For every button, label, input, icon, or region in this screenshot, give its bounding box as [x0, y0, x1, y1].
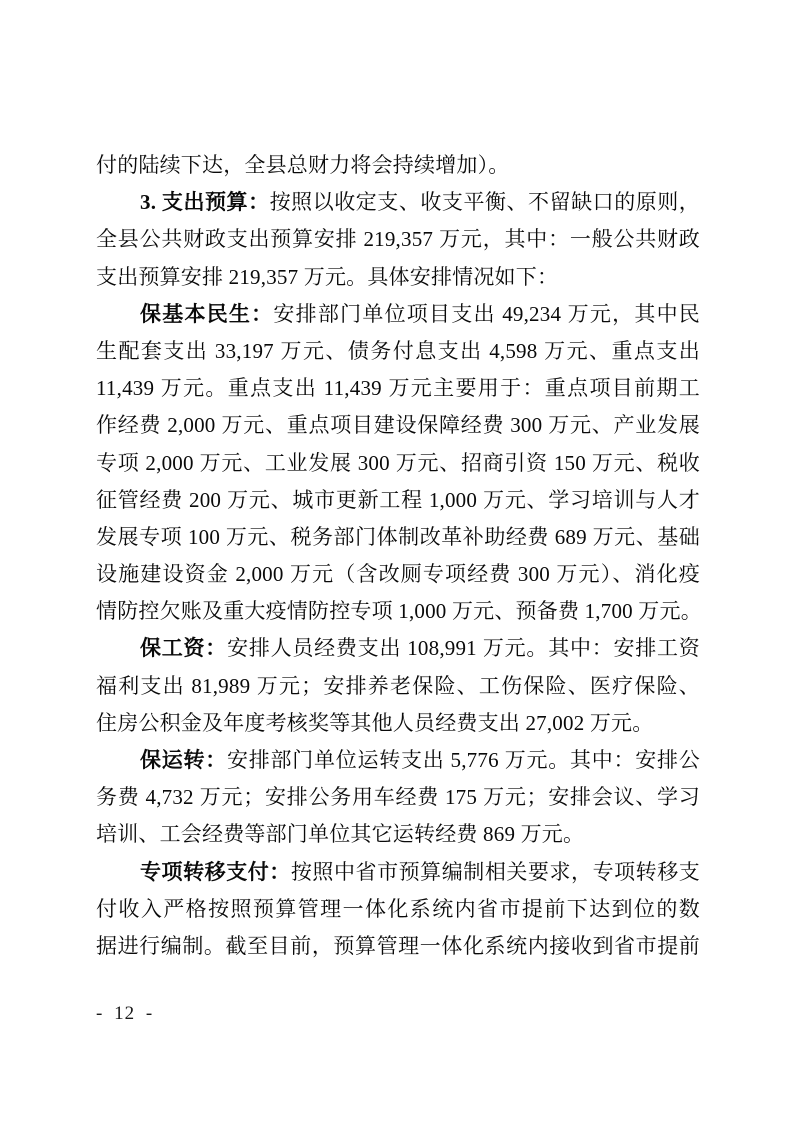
paragraph-lead-bold: 保运转： [140, 748, 228, 772]
text-line [96, 705, 700, 742]
paragraph-text: 按照中省市预算编制相关要求，专项转移支 [290, 859, 700, 884]
paragraph-text: 住房公积金及年度考核奖等其他人员经费支出 27,002 万元。 [96, 710, 654, 735]
paragraph-text: 培训、工会经费等部门单位其它运转经费 869 万元。 [96, 822, 585, 847]
text-line [96, 668, 700, 705]
text-line [96, 816, 700, 853]
text-line [96, 556, 700, 593]
text-line [96, 445, 700, 482]
paragraph-text: 安排部门单位项目支出 49,234 万元，其中民 [273, 301, 700, 326]
text-line [96, 333, 700, 370]
paragraph-text: 生配套支出 33,197 万元、债务付息支出 4,598 万元、重点支出 [96, 338, 700, 363]
paragraph-text: 安排部门单位运转支出 5,776 万元。其中：安排公 [227, 748, 700, 772]
paragraph-text: 设施建设资金 2,000 万元（含改厕专项经费 300 万元）、消化疫 [96, 562, 700, 587]
text-line [96, 407, 700, 444]
paragraph-text: 按照以收定支、收支平衡、不留缺口的原则， [269, 190, 701, 215]
paragraph-text: 付收入严格按照预算管理一体化系统内省市提前下达到位的数 [96, 896, 700, 921]
paragraph-text: 据进行编制。截至目前，预算管理一体化系统内接收到省市提前 [96, 933, 700, 958]
paragraph-lead-bold: 3. 支出预算： [140, 190, 270, 215]
paragraph-text: 征管经费 200 万元、城市更新工程 1,000 万元、学习培训与人才 [96, 487, 700, 512]
paragraph-text: 情防控欠账及重大疫情防控专项 1,000 万元、预备费 1,700 万元。 [96, 599, 702, 624]
paragraph-text: 专项 2,000 万元、工业发展 300 万元、招商引资 150 万元、税收 [96, 450, 700, 475]
paragraph-text: 支出预算安排 219,357 万元。具体安排情况如下： [96, 264, 559, 289]
text-line [96, 891, 700, 928]
text-line [96, 221, 700, 258]
paragraph-lead-bold: 保工资： [140, 636, 228, 661]
text-line [96, 854, 700, 891]
paragraph-text: 作经费 2,000 万元、重点项目建设保障经费 300 万元、产业发展 [96, 413, 700, 438]
paragraph-text: 付的陆续下达，全县总财力将会持续增加）。 [96, 153, 510, 177]
text-line [96, 296, 700, 333]
paragraph-text: 安排人员经费支出 108,991 万元。其中：安排工资 [227, 636, 700, 661]
text-line [96, 370, 700, 407]
text-line [96, 482, 700, 519]
paragraph-text: 务费 4,732 万元；安排公务用车经费 175 万元；安排会议、学习 [96, 785, 700, 810]
text-line [96, 742, 700, 779]
text-line [96, 928, 700, 965]
text-line [96, 519, 700, 556]
page-number: - 12 - [96, 1003, 154, 1024]
paragraph-text: 发展专项 100 万元、税务部门体制改革补助经费 689 万元、基础 [96, 524, 700, 549]
paragraph-text: 福利支出 81,989 万元；安排养老保险、工伤保险、医疗保险、 [96, 673, 700, 698]
text-line [96, 630, 700, 667]
text-line [96, 779, 700, 816]
paragraph-lead-bold: 保基本民生： [140, 301, 274, 326]
text-line [96, 147, 700, 184]
text-line [96, 184, 700, 221]
text-line [96, 593, 700, 630]
body-text-block [96, 147, 700, 965]
paragraph-text: 全县公共财政支出预算安排 219,357 万元，其中：一般公共财政 [96, 227, 700, 252]
paragraph-lead-bold: 专项转移支付： [140, 859, 291, 884]
paragraph-text: 11,439 万元。重点支出 11,439 万元主要用于：重点项目前期工 [96, 376, 700, 401]
text-line [96, 259, 700, 296]
